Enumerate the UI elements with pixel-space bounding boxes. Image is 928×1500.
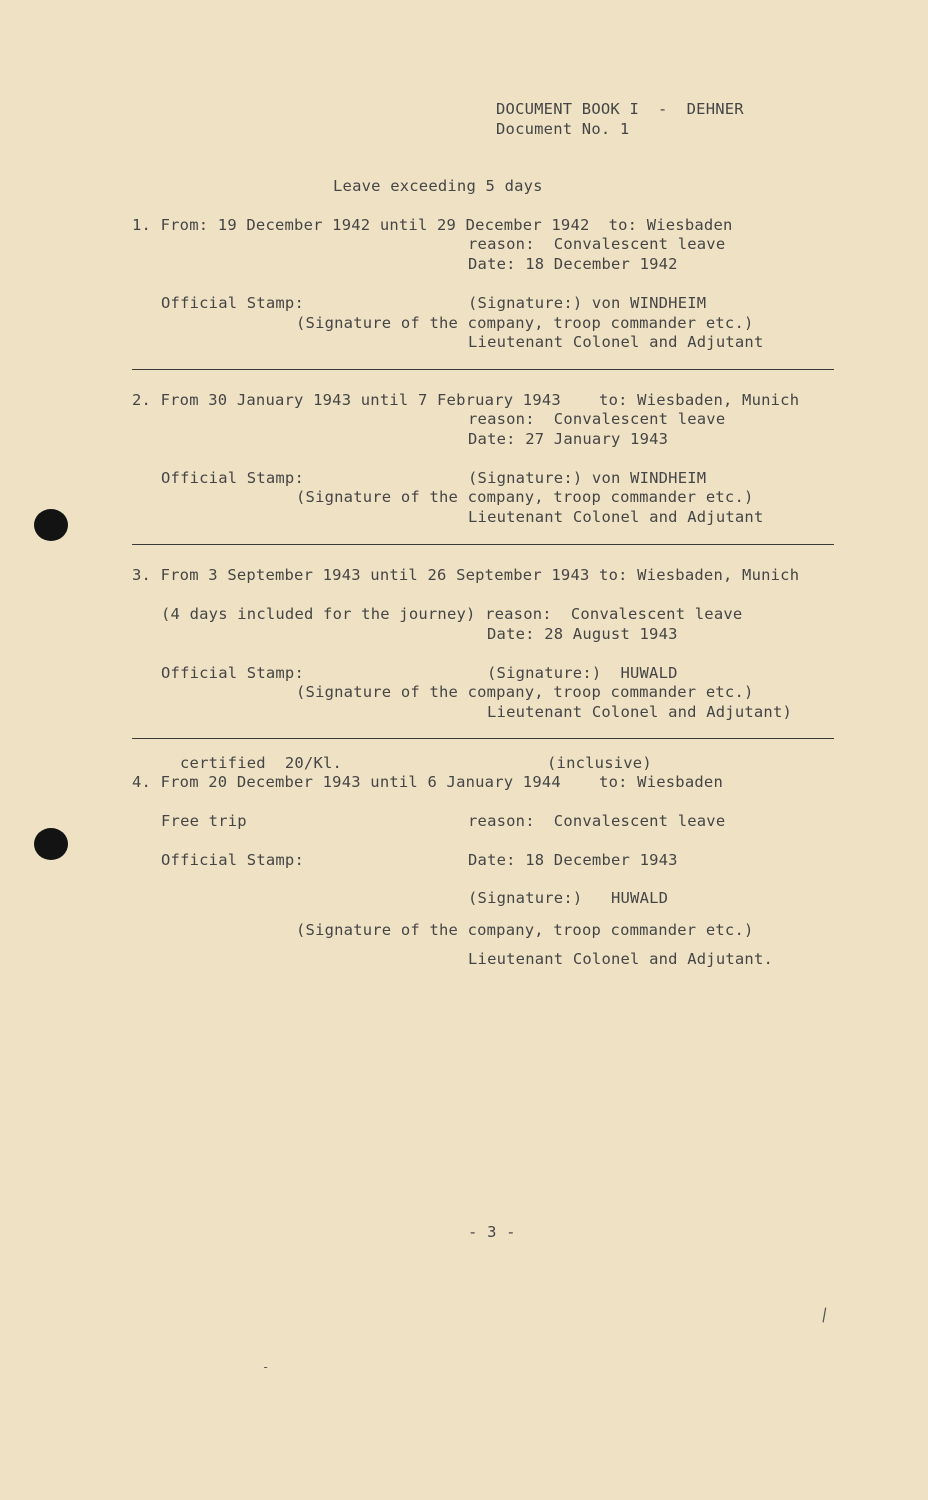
entry-3-date: Date: 28 August 1943: [487, 625, 678, 643]
entry-2-line: 2. From 30 January 1943 until 7 February 1943 to: Wiesbaden, Munich: [132, 391, 800, 409]
document-number: Document No. 1: [496, 120, 630, 138]
entry-3-line: 3. From 3 September 1943 until 26 September 1943 to: Wiesbaden, Munich: [132, 566, 800, 584]
document-book-heading: DOCUMENT BOOK I - DEHNER: [496, 100, 744, 118]
entry-4-inclusive: (inclusive): [547, 754, 652, 772]
entry-4-line: 4. From 20 December 1943 until 6 January 1944 to: Wiesbaden: [132, 773, 723, 791]
entry-2-signature: (Signature:) von WINDHEIM: [468, 469, 707, 487]
entry-2-rank: Lieutenant Colonel and Adjutant: [468, 508, 764, 526]
page-number: - 3 -: [468, 1223, 516, 1241]
entry-4-free-trip: Free trip: [161, 812, 247, 830]
separator-line: [132, 738, 834, 739]
entry-4-official-stamp: Official Stamp:: [161, 851, 304, 869]
entry-2-official-stamp: Official Stamp:: [161, 469, 304, 487]
document-title: Leave exceeding 5 days: [333, 177, 543, 195]
entry-1-signature: (Signature:) von WINDHEIM: [468, 294, 707, 312]
punch-hole: [34, 509, 68, 541]
entry-4-reason: reason: Convalescent leave: [468, 812, 726, 830]
entry-4-rank: Lieutenant Colonel and Adjutant.: [468, 950, 774, 968]
entry-1-official-stamp: Official Stamp:: [161, 294, 304, 312]
entry-4-signature: (Signature:) HUWALD: [468, 889, 669, 907]
punch-hole: [34, 828, 68, 860]
entry-2-reason: reason: Convalescent leave: [468, 410, 726, 428]
stray-pen-mark: |: [818, 1304, 831, 1324]
entry-1-line: 1. From: 19 December 1942 until 29 December 1942 to: Wiesbaden: [132, 216, 733, 234]
entry-1-signature-of: (Signature of the company, troop commander etc.): [296, 314, 754, 332]
entry-3-official-stamp: Official Stamp:: [161, 664, 304, 682]
entry-4-certified: certified 20/Kl.: [180, 754, 343, 772]
entry-2-signature-of: (Signature of the company, troop commander etc.): [296, 488, 754, 506]
entry-4-signature-of: (Signature of the company, troop commander etc.): [296, 921, 754, 939]
entry-4-date: Date: 18 December 1943: [468, 851, 678, 869]
entry-3-signature: (Signature:) HUWALD: [487, 664, 678, 682]
entry-3-journey-note: (4 days included for the journey) reason: Convalescent leave: [161, 605, 743, 623]
stray-pen-mark: -: [262, 1360, 270, 1374]
entry-3-signature-of: (Signature of the company, troop commander etc.): [296, 683, 754, 701]
entry-2-date: Date: 27 January 1943: [468, 430, 669, 448]
entry-1-date: Date: 18 December 1942: [468, 255, 678, 273]
separator-line: [132, 369, 834, 370]
entry-1-rank: Lieutenant Colonel and Adjutant: [468, 333, 764, 351]
separator-line: [132, 544, 834, 545]
entry-3-rank: Lieutenant Colonel and Adjutant): [487, 703, 793, 721]
entry-1-reason: reason: Convalescent leave: [468, 235, 726, 253]
